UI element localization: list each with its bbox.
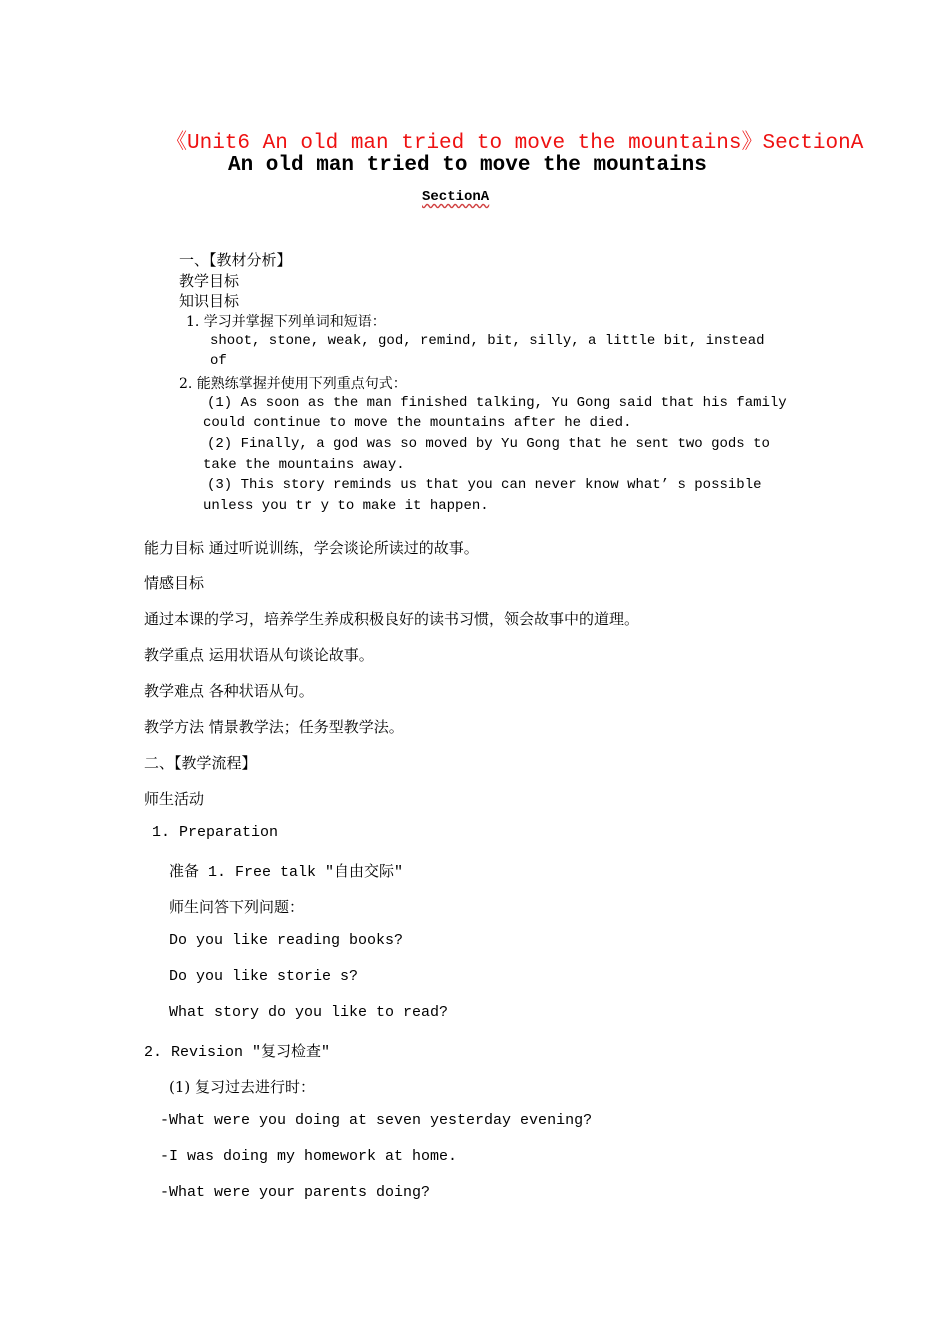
revision-item-1: (1) 复习过去进行时： — [169, 1078, 316, 1096]
sentence-1-line-2: could continue to move the mountains after he died. — [203, 415, 632, 431]
section-label: SectionA — [422, 189, 490, 205]
difficulty: 教学难点 各种状语从句。 — [144, 682, 314, 700]
question-3: What story do you like to read? — [169, 1004, 449, 1021]
goals-label: 教学目标 — [179, 272, 240, 290]
part2-heading: 二、【教学流程】 — [144, 754, 257, 772]
question-1: Do you like reading books? — [169, 932, 404, 949]
dialogue-line-1: -What were you doing at seven yesterday evening? — [160, 1112, 593, 1129]
document-title: 《Unit6 An old man tried to move the mountains》SectionA — [166, 132, 864, 155]
document-subtitle: An old man tried to move the mountains — [228, 154, 707, 177]
sentence-2-line-1: (2) Finally, a god was so moved by Yu Gong that he sent two gods to — [207, 436, 770, 452]
dialogue-line-2: -I was doing my homework at home. — [160, 1148, 458, 1165]
words-line-1: shoot, stone, weak, god, remind, bit, silly, a little bit, instead — [210, 333, 765, 349]
free-talk: 准备 1. Free talk "自由交际" — [169, 864, 404, 881]
sentence-3-line-1: (3) This story reminds us that you can never know what’ s possible — [207, 477, 762, 493]
item-1: 1. 学习并掌握下列单词和短语： — [186, 314, 386, 330]
emotion-text: 通过本课的学习，培养学生养成积极良好的读书习惯，领会故事中的道理。 — [144, 610, 640, 628]
sentence-1-line-1: (1) As soon as the man finished talking, Yu Gong said that his family — [207, 395, 787, 411]
teaching-method: 教学方法 情景教学法；任务型教学法。 — [144, 718, 404, 736]
item-2: 2. 能熟练掌握并使用下列重点句式： — [179, 376, 407, 392]
part1-heading: 一、【教材分析】 — [179, 251, 292, 269]
emotion-label: 情感目标 — [144, 574, 205, 592]
dialogue-line-3: -What were your parents doing? — [160, 1184, 431, 1201]
sentence-3-line-2: unless you tr y to make it happen. — [203, 498, 489, 514]
activity-label: 师生活动 — [144, 790, 205, 808]
questions-intro: 师生问答下列问题： — [169, 898, 305, 916]
sentence-2-line-2: take the mountains away. — [203, 457, 405, 473]
ability-goal: 能力目标 通过听说训练，学会谈论所读过的故事。 — [144, 539, 479, 557]
words-line-2: of — [210, 353, 227, 369]
key-point: 教学重点 运用状语从句谈论故事。 — [144, 646, 374, 664]
preparation-step: 1. Preparation — [152, 824, 279, 841]
knowledge-label: 知识目标 — [179, 292, 240, 310]
revision-step: 2. Revision "复习检查" — [144, 1044, 331, 1061]
question-2: Do you like storie s? — [169, 968, 359, 985]
